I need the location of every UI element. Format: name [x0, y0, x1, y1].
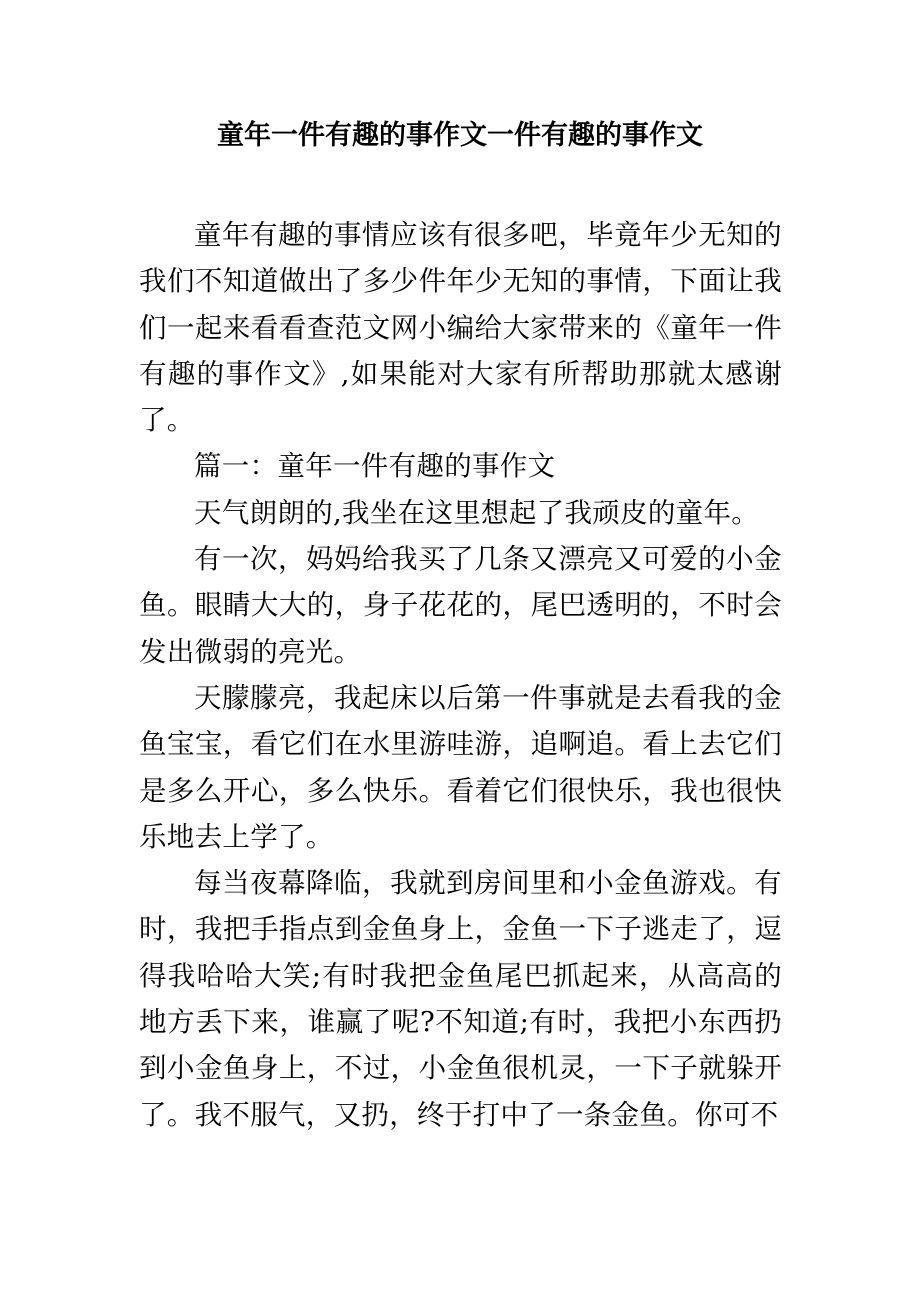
- paragraph-goldfish-gift: 有一次，妈妈给我买了几条又漂亮又可爱的小金鱼。眼睛大大的，身子花花的，尾巴透明的，不时会发出微弱的亮光。: [139, 543, 782, 668]
- paragraph-section-heading: 篇一：童年一件有趣的事作文: [194, 450, 556, 483]
- document-body: [139, 212, 782, 1138]
- paragraph-weather: 天气朗朗的,我坐在这里想起了我顽皮的童年。: [194, 496, 760, 529]
- paragraph-intro: 童年有趣的事情应该有很多吧，毕竟年少无知的我们不知道做出了多少件年少无知的事情，下面让我们一起来看看查范文网小编给大家带来的《童年一件有趣的事作文》,如果能对大家有所帮助那就太感谢了。: [139, 219, 782, 437]
- document-title: 童年一件有趣的事作文一件有趣的事作文: [217, 120, 703, 151]
- paragraph-morning: 天朦朦亮，我起床以后第一件事就是去看我的金鱼宝宝，看它们在水里游哇游，追啊追。看上去它们是多么开心，多么快乐。看着它们很快乐，我也很快乐地去上学了。: [139, 681, 782, 853]
- paragraph-evening-play: 每当夜幕降临，我就到房间里和小金鱼游戏。有时，我把手指点到金鱼身上，金鱼一下子逃走了，逗得我哈哈大笑;有时我把金鱼尾巴抓起来，从高高的地方丢下来，谁赢了呢?不知道;有时，我把小东西扔到小金鱼身上，不过，小金鱼很机灵，一下子就躲开了。我不服气，又扔，终于打中了一条金鱼。你可不: [139, 867, 782, 1131]
